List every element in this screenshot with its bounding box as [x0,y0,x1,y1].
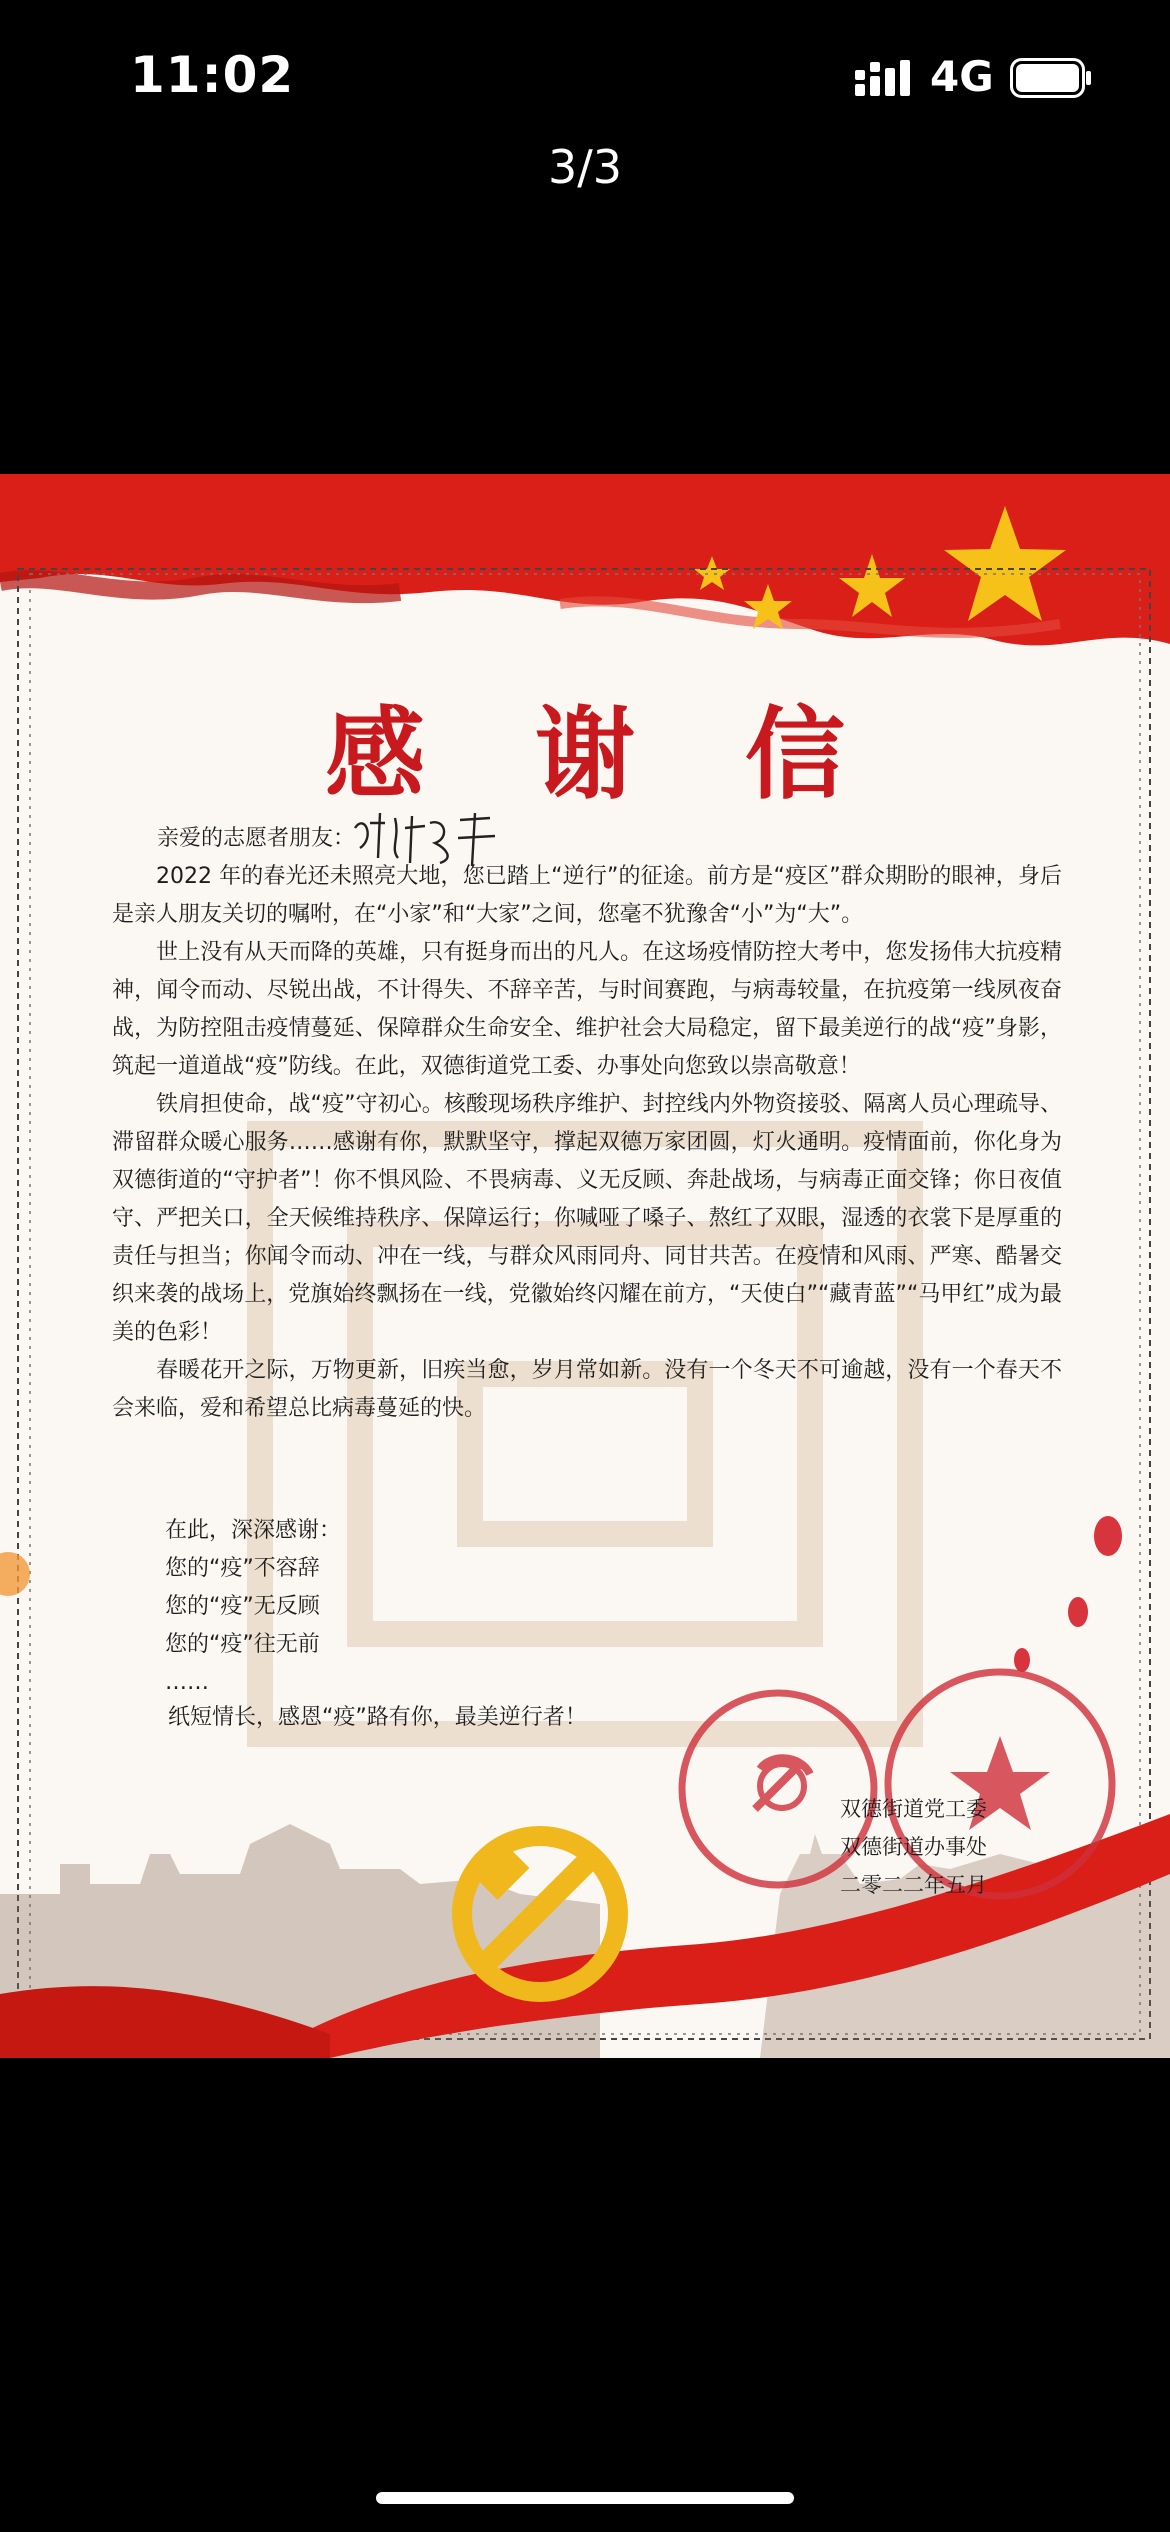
home-indicator[interactable] [376,2492,794,2504]
letter-body [112,820,1062,1428]
network-type: 4G [930,52,994,101]
sender-org-party: 双德街道党工委 [840,1797,987,1821]
sender-date: 二零二二年五月 [840,1873,987,1897]
battery-icon [1010,58,1092,98]
status-bar [0,0,1170,150]
sender-block [840,1790,987,1904]
letter-paragraph: 春暖花开之际，万物更新，旧疾当愈，岁月常如新。没有一个冬天不可逾越，没有一个春天不会来临，爱和希望总比病毒蔓延的快。 [112,1358,1062,1421]
thanks-intro: 在此，深深感谢： [165,1518,342,1543]
thanks-item: …… [165,1670,209,1695]
status-time: 11:02 [130,46,295,104]
salutation: 亲爱的志愿者朋友： [157,826,356,851]
sender-org-office: 双德街道办事处 [840,1835,987,1859]
letter-image[interactable] [0,474,1170,2058]
signal-icon [855,60,911,96]
thanks-item: 您的“疫”无反顾 [165,1594,320,1619]
letter-paragraph: 铁肩担使命，战“疫”守初心。核酸现场秩序维护、封控线内外物资接驳、隔离人员心理疏导、滞留群众暖心服务……感谢有你，默默坚守，撑起双德万家团圆，灯火通明。疫情面前，你化身为双德街道的“守护者”！你不惧风险、不畏病毒、义无反顾、奔赴战场，与病毒正面交锋；你日夜值守、严把关口，全天候维持秩序、保障运行；你喊哑了嗓子、熬红了双眼，湿透的衣裳下是厚重的责任与担当；你闻令而动、冲在一线，与群众风雨同舟、同甘共苦。在疫情和风雨、严寒、酷暑交织来袭的战场上，党旗始终飘扬在一线，党徽始终闪耀在前方，“天使白”“藏青蓝”“马甲红”成为最美的色彩！ [112,1092,1062,1345]
thanks-item: 您的“疫”不容辞 [165,1556,320,1581]
closing-line: 纸短情长，感恩“疫”路有你，最美逆行者！ [168,1705,587,1730]
thanks-item: 您的“疫”往无前 [165,1632,320,1657]
page-counter: 3/3 [547,140,623,194]
letter-paragraph: 世上没有从天而降的英雄，只有挺身而出的凡人。在这场疫情防控大考中，您发扬伟大抗疫精神，闻令而动、尽锐出战，不计得失、不辞辛苦，与时间赛跑，与病毒较量，在抗疫第一线夙夜奋战，为防控阻击疫情蔓延、保障群众生命安全、维护社会大局稳定，留下最美逆行的战“疫”身影，筑起一道道战“疫”防线。在此，双德街道党工委、办事处向您致以崇高敬意！ [112,940,1062,1079]
letter-title: 感谢信 [325,695,955,813]
letter-paragraph: 2022 年的春光还未照亮大地，您已踏上“逆行”的征途。前方是“疫区”群众期盼的眼神，身后是亲人朋友关切的嘱咐，在“小家”和“大家”之间，您毫不犹豫舍“小”为“大”。 [112,864,1062,927]
thanks-list [165,1512,341,1702]
